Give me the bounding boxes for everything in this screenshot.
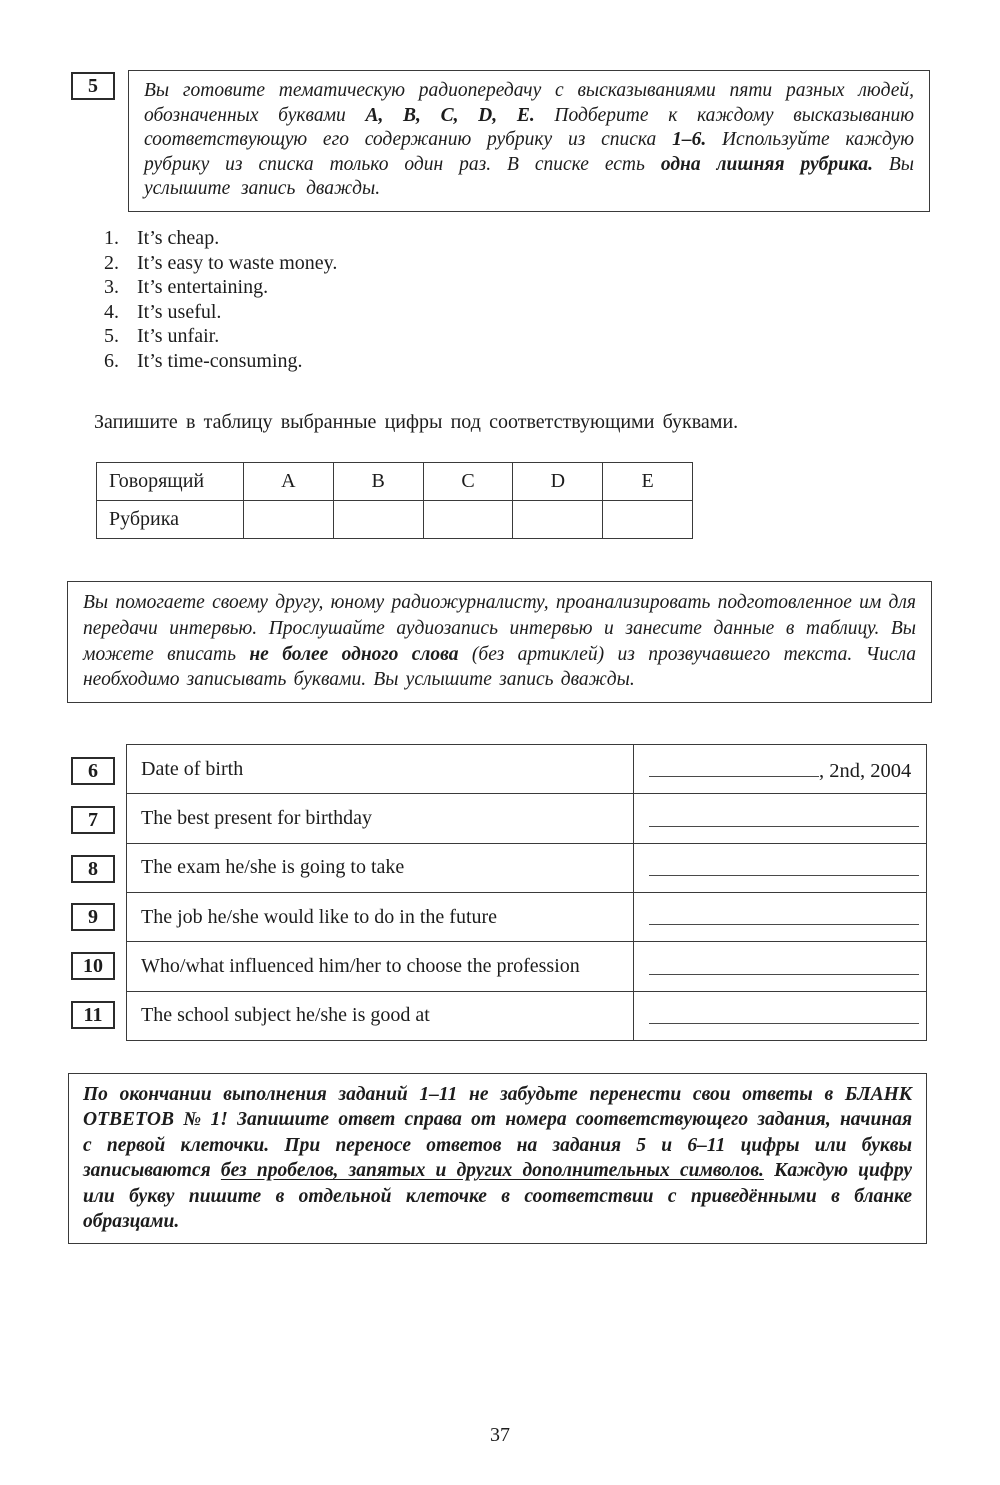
option-item [104, 226, 564, 251]
option-item [104, 275, 564, 300]
task-prompt: Date of birth [127, 745, 634, 793]
option-number: 2. [104, 251, 119, 274]
task-number-box: 11 [71, 1001, 115, 1029]
option-item [104, 300, 564, 325]
task-answer-cell [634, 942, 926, 990]
interview-instruction-box: Вы помогаете своему другу, юному радиожурналисту, проанализировать подготовленное им для передачи интервью. Прослушайте аудиозапись интервью и занесите данные в таблицу. Вы можете вписать не более одного слова (без артиклей) из прозвучавшего текста. Числа необходимо записывать буквами. Вы услышите запись дважды. [67, 581, 932, 703]
speaker-letter: B [333, 463, 423, 500]
answer-blank-line [649, 1023, 919, 1024]
speakers-table [96, 462, 693, 539]
speakers-header-label: Говорящий [109, 470, 205, 492]
task-answer-cell [634, 992, 926, 1040]
task-prompt: The school subject he/she is good at [127, 992, 634, 1040]
task-row [127, 941, 926, 990]
option-label: It’s time-consuming. [137, 349, 303, 372]
speakers-header-row [97, 463, 692, 500]
task-number-box: 9 [71, 903, 115, 931]
answer-blank-line [649, 826, 919, 827]
task5-number-box: 5 [71, 72, 115, 100]
option-label: It’s entertaining. [137, 276, 269, 299]
transfer-note-box: По окончании выполнения заданий 1–11 не забудьте перенести свои ответы в БЛАНК ОТВЕТОВ № 1! Запишите ответ справа от номера соответствующего задания, начиная с первой клеточки. При переносе ответов на задания 5 и 6–11 цифры или буквы записываются без пробелов, запятых и других дополнительных символов. Каждую цифру или букву пишите в отдельной клеточке в соответствии с приведёнными в бланке образцами. [68, 1073, 927, 1244]
answer-blank-line [649, 974, 919, 975]
answer-suffix: , 2nd, 2004 [819, 760, 912, 783]
task-row [127, 892, 926, 941]
option-item [104, 251, 564, 276]
rubric-answer-cell [423, 501, 513, 538]
option-label: It’s useful. [137, 300, 222, 323]
speaker-letter: E [602, 463, 692, 500]
task-answer-cell [634, 844, 926, 892]
answer-blank-line [649, 776, 819, 777]
option-item [104, 324, 564, 349]
option-number: 3. [104, 276, 119, 299]
task5-instruction-box: Вы готовите тематическую радиопередачу с высказываниями пяти разных людей, обозначенных буквами A, B, C, D, E. Подберите к каждому высказыванию соответствующую его содержанию рубрику из списка 1–6. Используйте каждую рубрику из списка только один раз. В списке есть одна лишняя рубрика. Вы услышите запись дважды. [128, 70, 930, 212]
task-prompt: The job he/she would like to do in the future [127, 893, 634, 941]
task-row [127, 843, 926, 892]
task-number-box: 10 [71, 952, 115, 980]
task-answer-cell [634, 893, 926, 941]
rubric-row-label: Рубрика [109, 508, 180, 530]
options-list [104, 226, 564, 374]
option-number: 4. [104, 300, 119, 323]
option-label: It’s easy to waste money. [137, 251, 338, 274]
rubric-answer-cell [333, 501, 423, 538]
task-number-box: 8 [71, 855, 115, 883]
task-answer-cell [634, 794, 926, 842]
rubric-answer-cell [602, 501, 692, 538]
table-caption: Запишите в таблицу выбранные цифры под соответствующими буквами. [94, 411, 739, 433]
tasks-table [126, 744, 927, 1041]
task-row [127, 745, 926, 793]
task-number-box: 6 [71, 757, 115, 785]
task-row [127, 991, 926, 1040]
page-number: 37 [490, 1424, 510, 1446]
answer-blank-line [649, 875, 919, 876]
option-item [104, 349, 564, 374]
option-number: 6. [104, 349, 119, 372]
option-label: It’s unfair. [137, 325, 220, 348]
speaker-letter: D [512, 463, 602, 500]
rubric-answer-cell [512, 501, 602, 538]
answer-blank-line [649, 924, 919, 925]
task-prompt: Who/what influenced him/her to choose the profession [127, 942, 634, 990]
task-answer-cell [634, 745, 926, 793]
task-prompt: The exam he/she is going to take [127, 844, 634, 892]
speaker-letter: C [423, 463, 513, 500]
rubric-row [97, 500, 692, 538]
option-number: 1. [104, 227, 119, 249]
task-prompt: The best present for birthday [127, 794, 634, 842]
option-number: 5. [104, 325, 119, 348]
rubric-answer-cell [243, 501, 333, 538]
task-row [127, 793, 926, 842]
speaker-letter: A [243, 463, 333, 500]
option-label: It’s cheap. [137, 227, 220, 249]
task-number-box: 7 [71, 806, 115, 834]
